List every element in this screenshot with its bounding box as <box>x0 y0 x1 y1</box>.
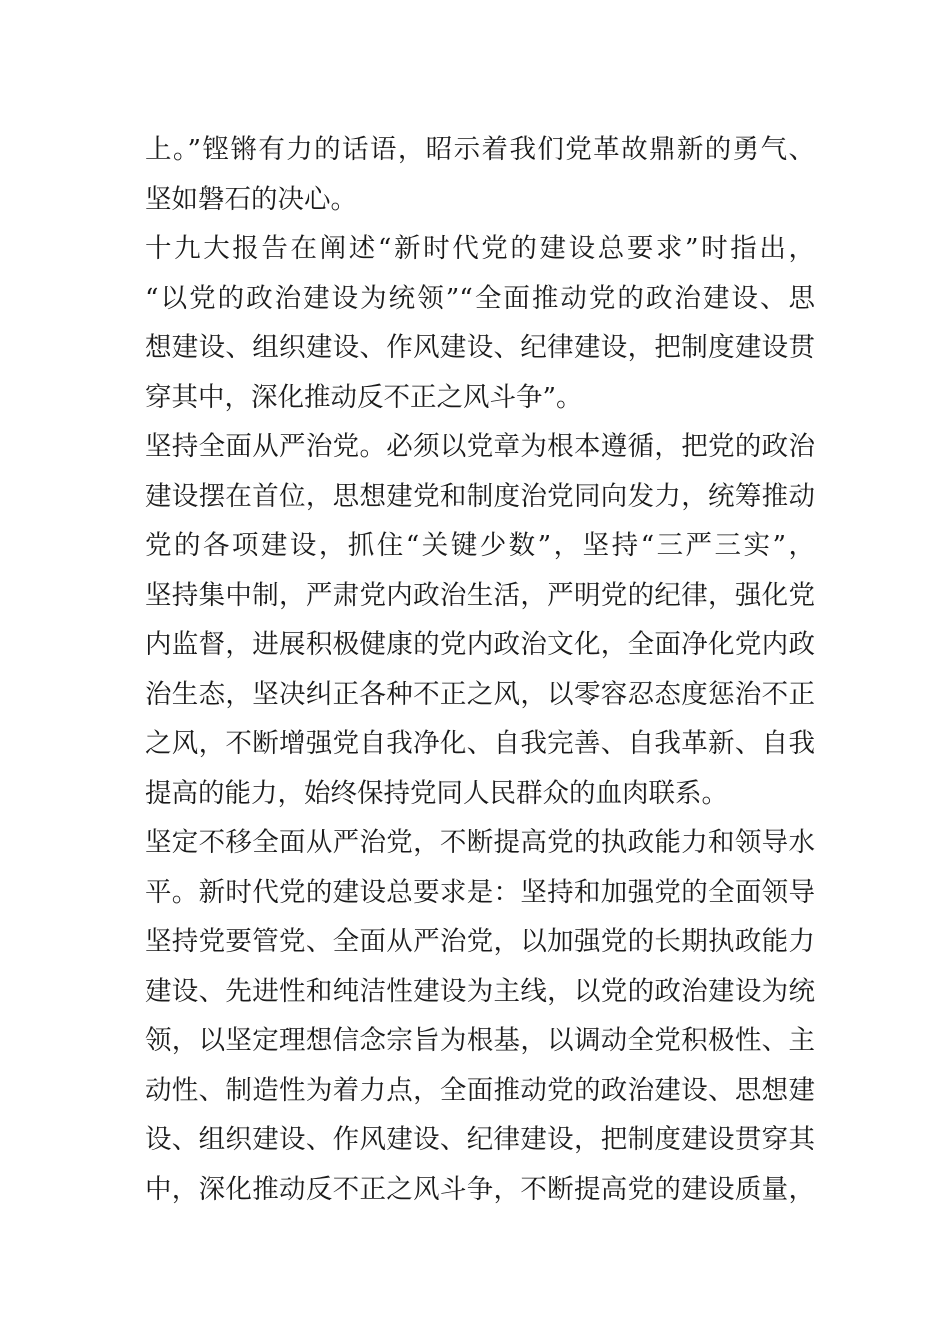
text-line: 中，深化推动反不正之风斗争，不断提高党的建设质量， <box>145 1173 815 1205</box>
text-line: “以党的政治建设为统领”“全面推动党的政治建设、思 <box>145 282 815 314</box>
text-line: 平。新时代党的建设总要求是：坚持和加强党的全面领导 <box>145 876 815 908</box>
text-line: 想建设、组织建设、作风建设、纪律建设，把制度建设贯 <box>145 332 815 363</box>
text-line: 坚持全面从严治党。必须以党章为根本遵循，把党的政治 <box>145 431 815 462</box>
text-line: 坚持集中制，严肃党内政治生活，严明党的纪律，强化党 <box>145 579 815 611</box>
text-line: 坚如磐石的决心。 <box>145 183 357 215</box>
text-line: 穿其中，深化推动反不正之风斗争”。 <box>145 381 583 413</box>
body-text <box>145 125 815 1214</box>
text-line: 坚持党要管党、全面从严治党，以加强党的长期执政能力 <box>145 926 815 957</box>
text-line: 建设摆在首位，思想建党和制度治党同向发力，统筹推动 <box>145 480 815 512</box>
text-line: 坚定不移全面从严治党，不断提高党的执政能力和领导水 <box>145 827 815 858</box>
text-line: 领，以坚定理想信念宗旨为根基，以调动全党积极性、主 <box>145 1025 815 1056</box>
text-line: 十九大报告在阐述“新时代党的建设总要求”时指出， <box>145 233 815 264</box>
text-line: 上。”铿锵有力的话语，昭示着我们党革故鼎新的勇气、 <box>145 134 815 165</box>
text-line: 建设、先进性和纯洁性建设为主线，以党的政治建设为统 <box>145 975 815 1007</box>
text-line: 设、组织建设、作风建设、纪律建设，把制度建设贯穿其 <box>145 1124 815 1155</box>
text-line: 内监督，进展积极健康的党内政治文化，全面净化党内政 <box>145 629 815 660</box>
text-line: 动性、制造性为着力点，全面推动党的政治建设、思想建 <box>145 1074 815 1106</box>
text-line: 治生态，坚决纠正各种不正之风，以零容忍态度惩治不正 <box>145 678 815 710</box>
text-line: 提高的能力，始终保持党同人民群众的血肉联系。 <box>145 777 728 809</box>
text-line: 党的各项建设，抓住“关键少数”，坚持“三严三实”， <box>145 530 815 561</box>
text-line: 之风，不断增强党自我净化、自我完善、自我革新、自我 <box>145 728 815 759</box>
